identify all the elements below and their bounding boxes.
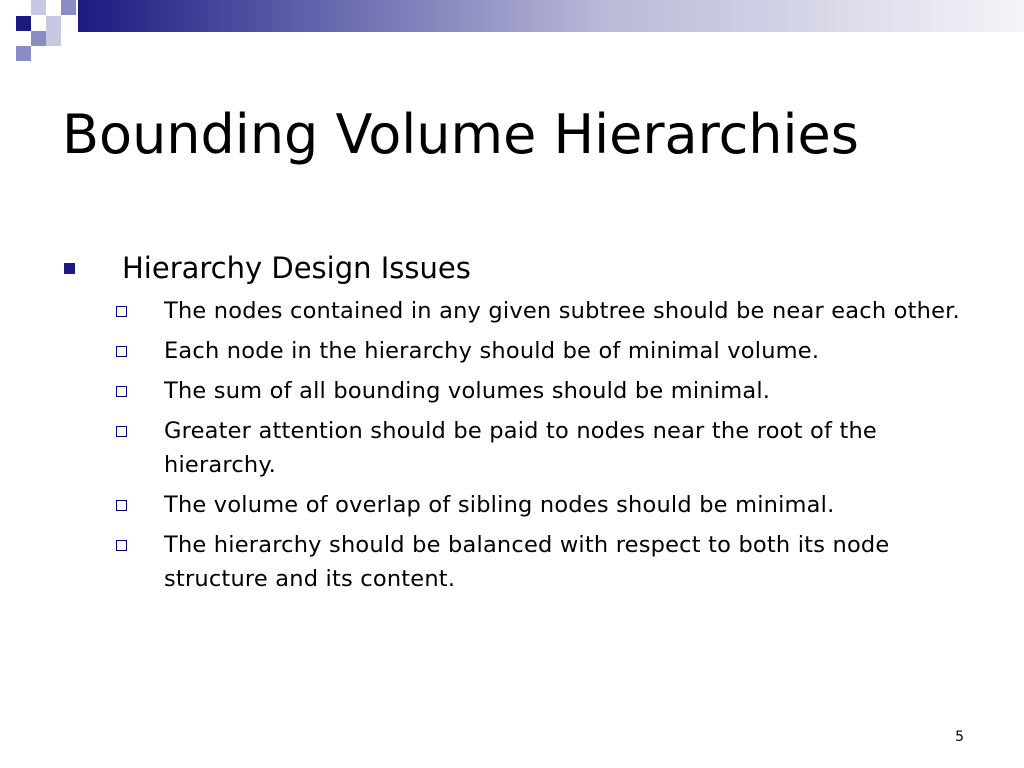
hollow-square-icon	[116, 500, 127, 511]
list-item-text: The hierarchy should be balanced with respect to both its node structure and its content.	[164, 532, 890, 592]
list-item-text: Each node in the hierarchy should be of minimal volume.	[164, 338, 820, 364]
list-item	[60, 294, 960, 328]
list-item	[60, 488, 960, 522]
header-gradient-bar	[78, 0, 1024, 32]
header-square-icon	[16, 46, 31, 61]
list-item-text: The sum of all bounding volumes should be minimal.	[164, 378, 771, 404]
hollow-square-icon	[116, 426, 127, 437]
hollow-square-icon	[116, 386, 127, 397]
header-square-icon	[46, 31, 61, 46]
hollow-square-icon	[116, 540, 127, 551]
header-square-icon	[16, 16, 31, 31]
header-square-icon	[31, 31, 46, 46]
sub-bullet-list	[60, 294, 960, 596]
hollow-square-icon	[116, 346, 127, 357]
slide-content	[60, 250, 960, 602]
bullet-heading	[60, 250, 960, 286]
header-square-icon	[46, 16, 61, 31]
header-square-icon	[61, 0, 76, 15]
filled-square-icon	[64, 263, 75, 274]
list-item-text: The nodes contained in any given subtree should be near each other.	[164, 298, 960, 324]
list-item	[60, 334, 960, 368]
list-item	[60, 414, 960, 482]
bullet-heading-text: Hierarchy Design Issues	[122, 251, 471, 285]
list-item-text: The volume of overlap of sibling nodes should be minimal.	[164, 492, 835, 518]
header-square-icon	[31, 0, 46, 15]
list-item	[60, 528, 960, 596]
hollow-square-icon	[116, 306, 127, 317]
list-item	[60, 374, 960, 408]
list-item-text: Greater attention should be paid to nodes near the root of the hierarchy.	[164, 418, 877, 478]
slide-title: Bounding Volume Hierarchies	[62, 103, 859, 166]
page-number: 5	[955, 729, 964, 745]
